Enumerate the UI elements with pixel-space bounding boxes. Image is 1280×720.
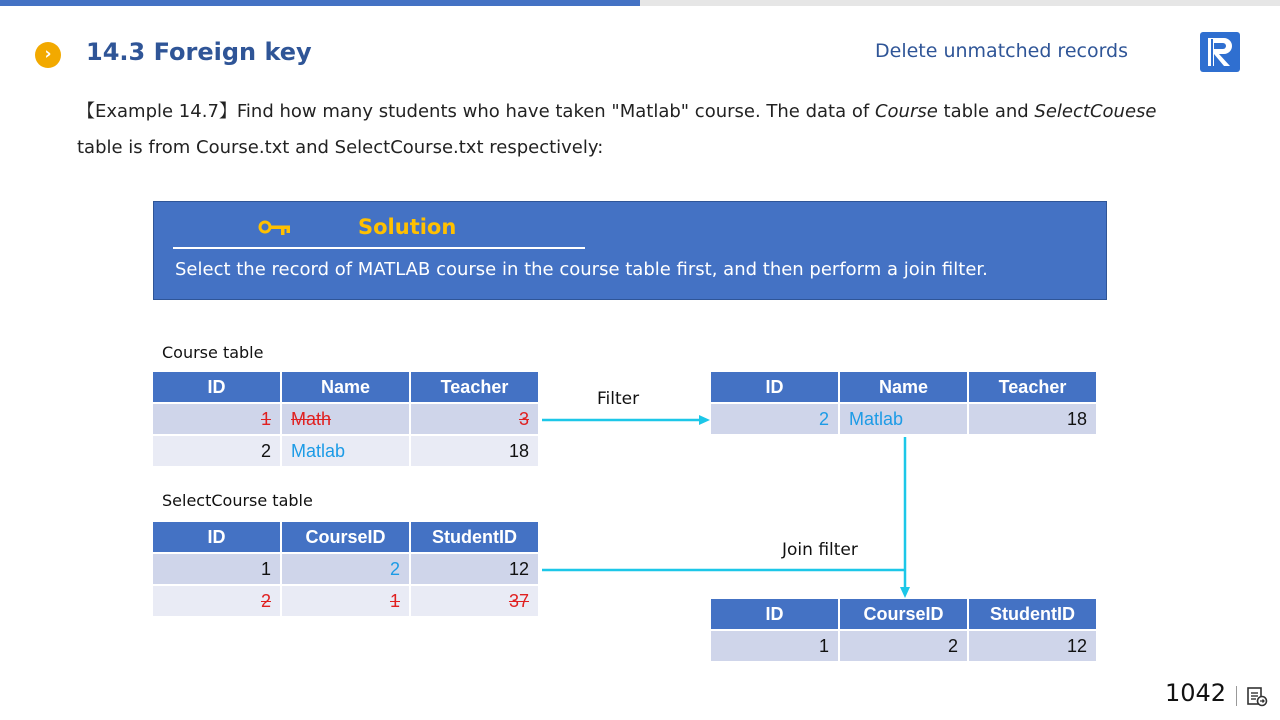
top-track-bar bbox=[640, 0, 1280, 6]
footer-divider bbox=[1236, 686, 1237, 706]
cell-courseid: 2 bbox=[282, 554, 409, 584]
table-header-row bbox=[711, 372, 1096, 402]
example-text-1: 【Example 14.7】Find how many students who have taken "Matlab" course. The data of bbox=[77, 101, 875, 122]
cell-studentid: 12 bbox=[411, 554, 538, 584]
cell-studentid: 37 bbox=[411, 586, 538, 616]
column-header-courseid: CourseID bbox=[840, 599, 967, 629]
column-header-name: Name bbox=[840, 372, 967, 402]
table-row bbox=[153, 554, 538, 584]
example-description bbox=[77, 94, 1177, 166]
column-header-teacher: Teacher bbox=[969, 372, 1096, 402]
table-row bbox=[153, 436, 538, 466]
selectcourse-table-caption: SelectCourse table bbox=[162, 491, 313, 510]
cell-id: 2 bbox=[711, 404, 838, 434]
table-row bbox=[153, 404, 538, 434]
example-text-2: table and bbox=[937, 101, 1035, 122]
solution-text: Select the record of MATLAB course in the course table first, and then perform a join filter. bbox=[175, 259, 988, 280]
course-table bbox=[151, 370, 540, 468]
solution-divider bbox=[173, 247, 585, 249]
column-header-name: Name bbox=[282, 372, 409, 402]
column-header-id: ID bbox=[153, 522, 280, 552]
cell-id: 1 bbox=[153, 404, 280, 434]
column-header-id: ID bbox=[153, 372, 280, 402]
cell-id: 1 bbox=[711, 631, 838, 661]
cell-teacher: 18 bbox=[411, 436, 538, 466]
filter-result-table bbox=[709, 370, 1098, 436]
solution-title: Solution bbox=[358, 215, 457, 239]
chevron-right-icon: › bbox=[35, 42, 61, 68]
table-header-row bbox=[153, 522, 538, 552]
cell-teacher: 18 bbox=[969, 404, 1096, 434]
column-header-studentid: StudentID bbox=[969, 599, 1096, 629]
cell-name: Math bbox=[282, 404, 409, 434]
top-accent-bar bbox=[0, 0, 640, 6]
section-subtitle: Delete unmatched records bbox=[875, 40, 1129, 62]
example-select-word: SelectCouese bbox=[1034, 101, 1157, 122]
cell-name: Matlab bbox=[840, 404, 967, 434]
selectcourse-table bbox=[151, 520, 540, 618]
column-header-id: ID bbox=[711, 599, 838, 629]
table-row bbox=[711, 631, 1096, 661]
table-row bbox=[153, 586, 538, 616]
table-header-row bbox=[711, 599, 1096, 629]
join-result-table bbox=[709, 597, 1098, 663]
cell-studentid: 12 bbox=[969, 631, 1096, 661]
slide-notes-icon[interactable] bbox=[1245, 684, 1269, 708]
key-icon bbox=[258, 218, 292, 238]
column-header-teacher: Teacher bbox=[411, 372, 538, 402]
cell-id: 2 bbox=[153, 586, 280, 616]
page-number: 1042 bbox=[1165, 679, 1227, 707]
cell-courseid: 2 bbox=[840, 631, 967, 661]
cell-id: 2 bbox=[153, 436, 280, 466]
column-header-studentid: StudentID bbox=[411, 522, 538, 552]
column-header-courseid: CourseID bbox=[282, 522, 409, 552]
course-table-caption: Course table bbox=[162, 343, 264, 362]
join-filter-label: Join filter bbox=[782, 540, 858, 560]
r-logo-icon bbox=[1199, 31, 1241, 73]
cell-courseid: 1 bbox=[282, 586, 409, 616]
cell-teacher: 3 bbox=[411, 404, 538, 434]
section-title: 14.3 Foreign key bbox=[86, 38, 312, 66]
example-text-3: table is from Course.txt and SelectCourse.txt respectively: bbox=[77, 137, 604, 158]
column-header-id: ID bbox=[711, 372, 838, 402]
cell-name: Matlab bbox=[282, 436, 409, 466]
table-row bbox=[711, 404, 1096, 434]
solution-box bbox=[153, 201, 1107, 300]
example-course-word: Course bbox=[874, 101, 938, 122]
filter-label: Filter bbox=[597, 389, 640, 409]
table-header-row bbox=[153, 372, 538, 402]
cell-id: 1 bbox=[153, 554, 280, 584]
